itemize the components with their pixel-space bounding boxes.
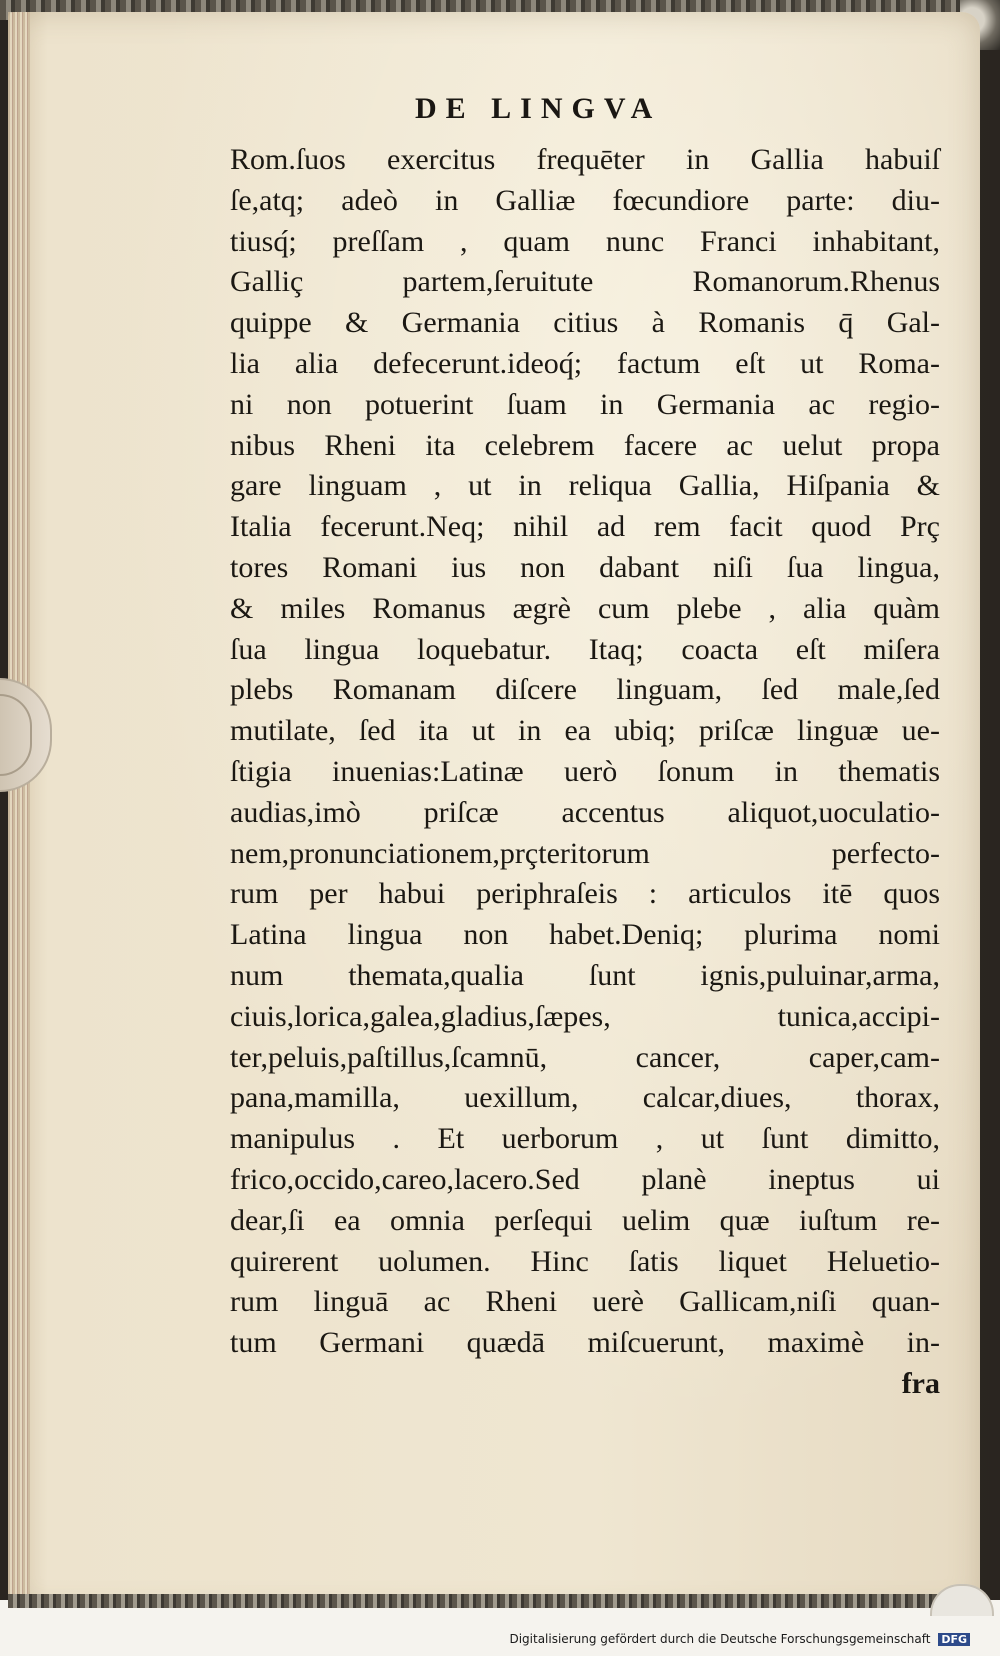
text-line: plebs Romanam diſcere linguam, ſed male,ſed <box>230 673 940 707</box>
page-edge-stack <box>8 12 30 1612</box>
text-line: & miles Romanus ægrè cum plebe , alia quàm <box>230 591 940 625</box>
credit-text: Digitalisierung gefördert durch die Deutsche Forschungsgemeinschaft <box>509 1632 931 1646</box>
text-line: ſua lingua loquebatur. Itaq; coacta eſt miſera <box>230 632 940 666</box>
body-text <box>230 140 940 1405</box>
digitization-credit <box>509 1632 970 1646</box>
text-line: tum Germani quædā miſcuerunt, maximè in- <box>230 1326 940 1360</box>
text-line: dear,ſi ea omnia perſequi uelim quæ iuſtum re- <box>230 1203 940 1237</box>
text-line: Latina lingua non habet.Deniq; plurima nomi <box>230 918 940 952</box>
text-line: ter,peluis,paſtillus,ſcamnū, cancer, caper,cam- <box>230 1040 940 1074</box>
text-line: lia alia defecerunt.ideoq́; factum eſt ut Roma- <box>230 346 940 380</box>
text-line: pana,mamilla, uexillum, calcar,diues, thorax, <box>230 1081 940 1115</box>
text-line: Rom.ſuos exercitus frequēter in Gallia habuiſ <box>230 143 940 176</box>
scan-margin-bottom <box>0 1600 1000 1656</box>
text-line: nibus Rheni ita celebrem facere ac uelut propa <box>230 428 940 462</box>
text-line: ni non potuerint ſuam in Germania ac regio- <box>230 387 940 421</box>
text-line: ſtigia inuenias:Latinæ uerò ſonum in thematis <box>230 754 940 788</box>
text-line: nem,pronunciationem,prçteritorum perfecto- <box>230 836 940 870</box>
text-line: mutilate, ſed ita ut in ea ubiq; priſcæ linguæ ue- <box>230 714 940 748</box>
text-line: ſe,atq; adeò in Galliæ fœcundiore parte: diu- <box>230 183 940 217</box>
text-line: manipulus . Et uerborum , ut ſunt dimitto, <box>230 1122 940 1156</box>
catchword: fra <box>901 1366 940 1400</box>
text-line: Italia fecerunt.Neq; nihil ad rem facit quod Prç <box>230 510 940 544</box>
text-line: quippe & Germania citius à Romanis q̄ Gal- <box>230 306 940 340</box>
text-line: ciuis,lorica,galea,gladius,ſæpes, tunica,accipi- <box>230 999 940 1033</box>
running-head: DE LINGVA <box>415 92 662 125</box>
book-cover-bottom-edge <box>8 1594 980 1608</box>
text-line: audias,imò priſcæ accentus aliquot,uoculatio- <box>230 795 940 829</box>
text-line: num themata,qualia ſunt ignis,puluinar,arma, <box>230 958 940 992</box>
text-line: rum linguā ac Rheni uerè Gallicam,niſi quan- <box>230 1285 940 1319</box>
text-line: gare linguam , ut in reliqua Gallia, Hiſpania & <box>230 469 940 503</box>
text-line: tiusq́; preſſam , quam nunc Franci inhabitant, <box>230 224 940 258</box>
text-line: frico,occido,careo,lacero.Sed planè ineptus ui <box>230 1162 940 1196</box>
text-line: Galliç partem,ſeruitute Romanorum.Rhenus <box>230 265 940 299</box>
text-line: quirerent uolumen. Hinc ſatis liquet Heluetio- <box>230 1244 940 1278</box>
text-line: rum per habui periphraſeis : articulos itē quos <box>230 877 940 911</box>
text-line: tores Romani ius non dabant niſi ſua lingua, <box>230 550 940 584</box>
dfg-logo: DFG <box>938 1633 970 1646</box>
